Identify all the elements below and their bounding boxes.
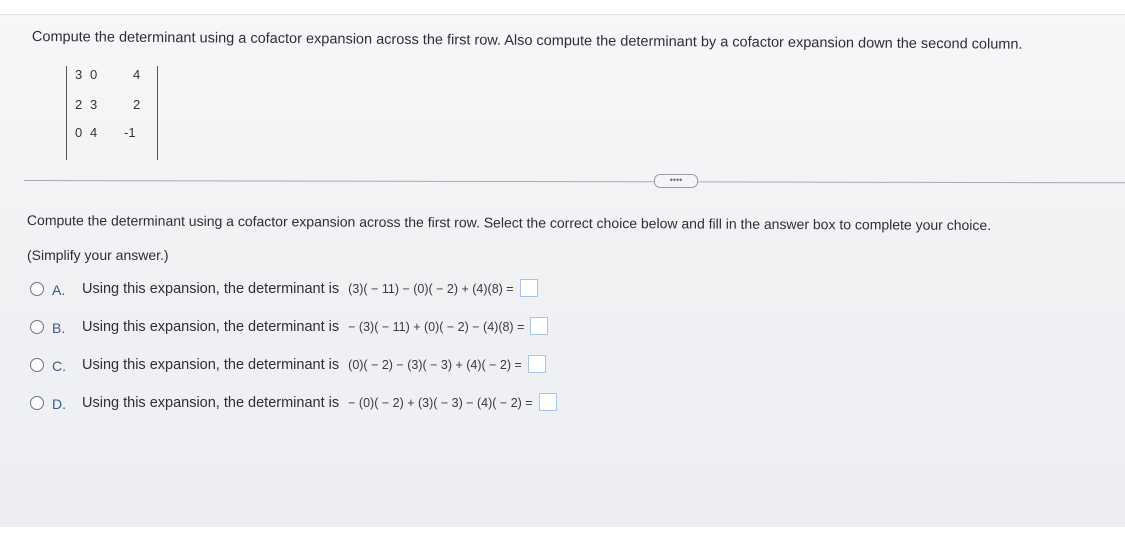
matrix-cell: -1 — [124, 125, 136, 140]
choice-text — [82, 317, 548, 335]
question-text: Compute the determinant using a cofactor expansion across the first row. Also compute the determinant by a cofactor expansion down the second column. — [31, 29, 1023, 53]
section-divider — [24, 180, 1125, 183]
choice-text — [82, 393, 557, 411]
radio-icon[interactable] — [30, 282, 44, 296]
matrix-row — [67, 125, 157, 145]
choice-expression: (3)( − 11) − (0)( − 2) + (4)(8) = — [348, 282, 514, 296]
choice-expression: − (3)( − 11) + (0)( − 2) − (4)(8) = — [348, 320, 525, 334]
matrix-cell: 4 — [133, 67, 141, 82]
choice-letter: A. — [52, 282, 66, 298]
answer-box[interactable] — [528, 355, 546, 373]
choice-expression: (0)( − 2) − (3)( − 3) + (4)( − 2) = — [348, 358, 522, 372]
choice-text — [82, 279, 538, 297]
matrix-cell: 2 — [75, 97, 83, 112]
choice-letter: C. — [52, 358, 66, 374]
choice-prefix: Using this expansion, the determinant is — [82, 357, 340, 373]
choice-letter: D. — [52, 396, 66, 412]
choice-letter: B. — [52, 320, 66, 336]
matrix — [66, 66, 158, 160]
choice-expression: − (0)( − 2) + (3)( − 3) − (4)( − 2) = — [348, 396, 533, 410]
part-instruction: Compute the determinant using a cofactor expansion across the first row. Select the correct choice below and fill in the answer box to complete your choice. — [26, 212, 992, 234]
choice-prefix: Using this expansion, the determinant is — [82, 281, 340, 297]
expand-button[interactable]: •••• — [654, 174, 698, 188]
choice-text — [82, 355, 546, 373]
answer-box[interactable] — [520, 279, 538, 297]
radio-icon[interactable] — [30, 320, 44, 334]
matrix-cell: 0 — [90, 67, 98, 82]
matrix-cell: 3 — [90, 97, 98, 112]
matrix-cell: 3 — [75, 67, 83, 82]
matrix-row — [67, 97, 157, 117]
answer-box[interactable] — [530, 317, 548, 335]
radio-icon[interactable] — [30, 396, 44, 410]
matrix-row — [67, 67, 157, 87]
choice-prefix: Using this expansion, the determinant is — [82, 395, 340, 411]
simplify-hint: (Simplify your answer.) — [27, 247, 169, 263]
matrix-cell: 0 — [75, 125, 83, 140]
question-panel — [0, 14, 1125, 527]
matrix-cell: 4 — [90, 125, 98, 140]
matrix-cell: 2 — [133, 97, 141, 112]
radio-icon[interactable] — [30, 358, 44, 372]
choice-prefix: Using this expansion, the determinant is — [82, 319, 340, 335]
answer-box[interactable] — [539, 393, 557, 411]
